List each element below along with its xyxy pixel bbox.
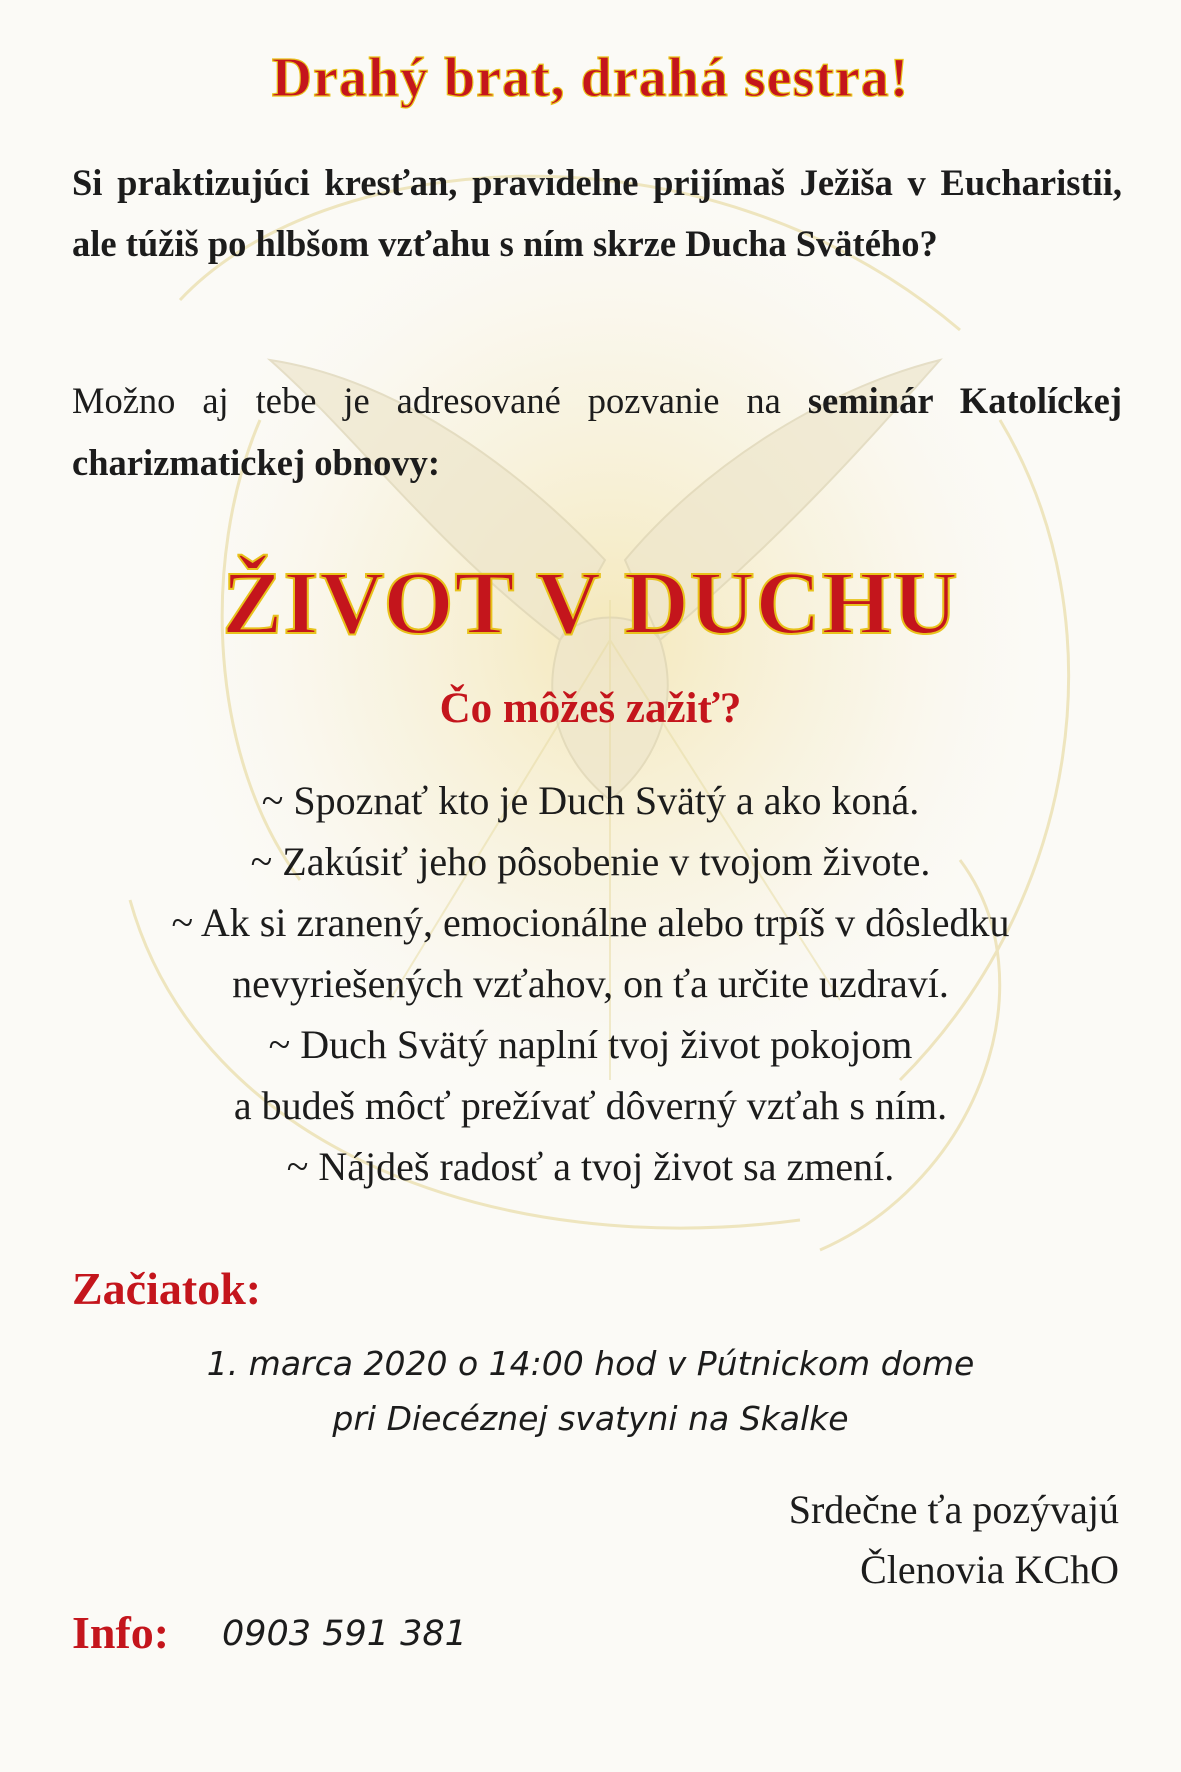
seminar-title: ŽIVOT V DUCHU [222, 554, 959, 653]
benefit-line: ~ Nájdeš radosť a tvoj život sa zmení. [286, 1144, 895, 1189]
intro-paragraph: Si praktizujúci kresťan, pravidelne prijímaš Ježiša v Eucharistii, ale túžiš po hlbšom vzťahu s ním skrze Ducha Svätého? [72, 162, 1122, 264]
benefit-line: ~ Duch Svätý naplní tvoj život pokojom [268, 1022, 913, 1067]
invitation-lead-text: Možno aj tebe je adresované pozvanie na [72, 380, 808, 421]
benefit-line: ~ Ak si zranený, emocionálne alebo trpíš v dôsledku [171, 900, 1010, 945]
event-date-line: 1. marca 2020 o 14:00 hod v Pútnickom dome [206, 1344, 975, 1383]
start-label: Začiatok: [72, 1263, 262, 1314]
benefit-line: ~ Zakúsiť jeho pôsobenie v tvojom živote. [250, 839, 931, 884]
info-phone-number: 0903 591 381 [222, 1614, 467, 1654]
benefit-line: nevyriešených vzťahov, on ťa určite uzdraví. [232, 961, 949, 1006]
benefit-line: ~ Spoznať kto je Duch Svätý a ako koná. [261, 778, 920, 823]
event-location-line: pri Diecéznej svatyni na Skalke [332, 1399, 849, 1438]
signature [789, 1480, 1119, 1600]
info-label: Info: [72, 1607, 170, 1658]
greeting-heading: Drahý brat, drahá sestra! [271, 47, 910, 109]
signature-organizer: Členovia KChO [860, 1547, 1119, 1592]
invitation-seminar-text: seminár Katolíckej charizmatickej obnovy: [72, 380, 1122, 483]
event-date-location [0, 1336, 1181, 1446]
benefits-list [30, 770, 1151, 1197]
invitation-paragraph [72, 370, 1122, 494]
benefit-line: a budeš môcť prežívať dôverný vzťah s ním. [233, 1083, 948, 1128]
what-you-can-experience-heading: Čo môžeš zažiť? [439, 685, 742, 732]
signature-greeting: Srdečne ťa pozývajú [788, 1487, 1119, 1532]
